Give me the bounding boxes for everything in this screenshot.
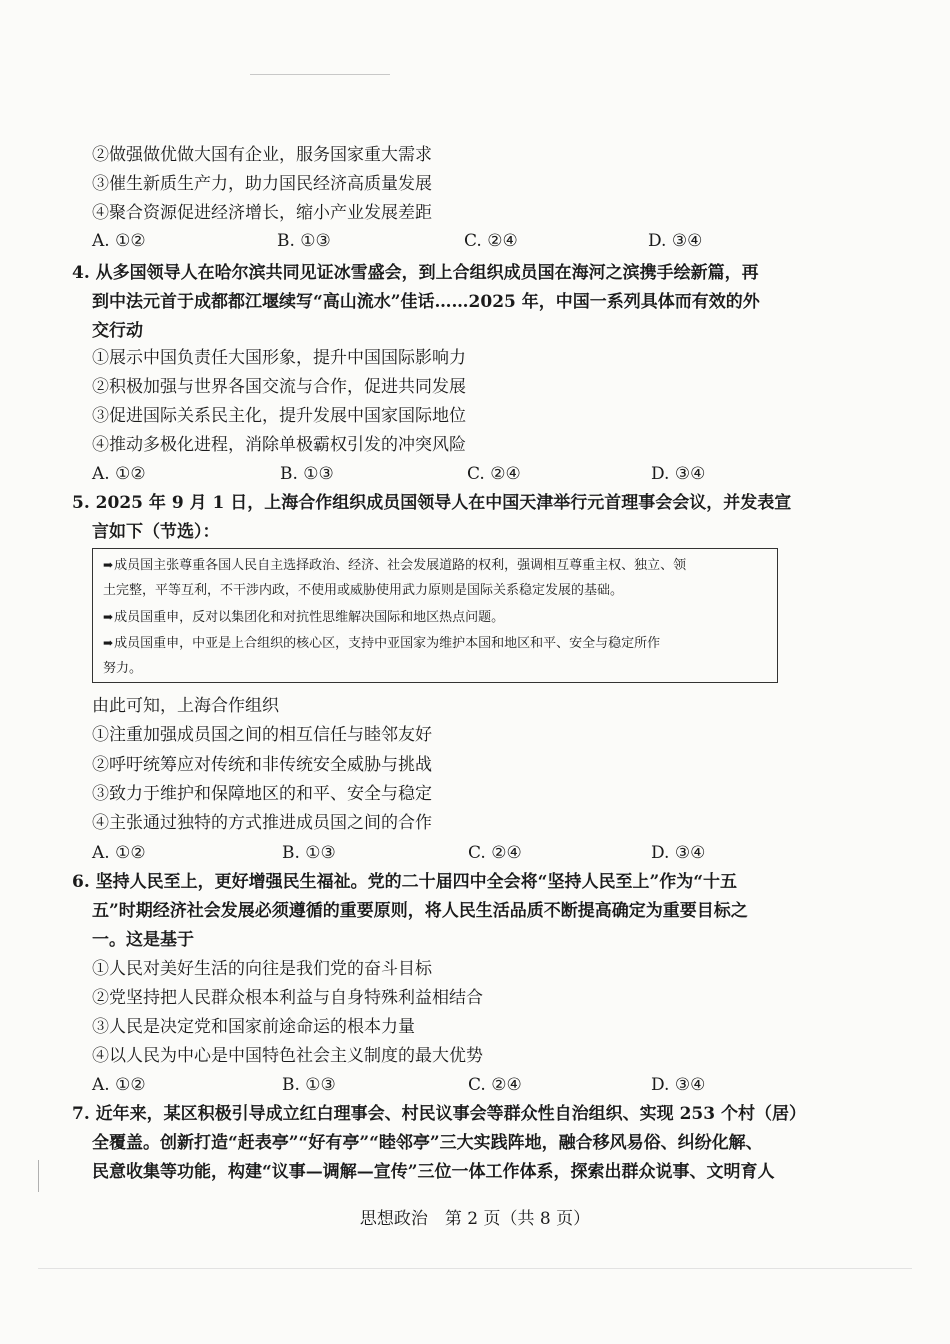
q4-option-4: ④推动多极化进程，消除单极霸权引发的冲突风险: [92, 435, 466, 455]
q5-choice-a: A. ①②: [92, 843, 146, 863]
q5-choice-b: B. ①③: [282, 843, 336, 863]
page-footer: 思想政治 第 2 页（共 8 页）: [359, 1209, 591, 1229]
q4-option-3: ③促进国际关系民主化，提升发展中国家国际地位: [92, 406, 466, 426]
q5-choice-d: D. ③④: [651, 843, 706, 863]
q4-choice-c: C. ②④: [467, 464, 521, 484]
arrow-right-icon: ➡: [103, 610, 114, 624]
q4-option-1: ①展示中国负责任大国形象，提升中国国际影响力: [92, 348, 466, 368]
prev-choice-d: D. ③④: [648, 231, 703, 251]
q4-choice-b: B. ①③: [280, 464, 334, 484]
top-rule: [250, 74, 390, 75]
box-line-4: ➡成员国重申，中亚是上合组织的核心区，支持中亚国家为维护本国和地区和平、安全与稳定所作: [103, 636, 661, 651]
q7-stem-line-3: 民意收集等功能，构建“议事—调解—宣传”三位一体工作体系，探索出群众说事、文明育人: [92, 1162, 775, 1182]
q6-option-3: ③人民是决定党和国家前途命运的根本力量: [92, 1017, 415, 1037]
q5-stem-line-1: 5. 2025 年 9 月 1 日，上海合作组织成员国领导人在中国天津举行元首理事会会议，并发表宣: [72, 493, 792, 513]
prev-option-3: ③催生新质生产力，助力国民经济高质量发展: [92, 174, 432, 194]
q5-option-3: ③致力于维护和保障地区的和平、安全与稳定: [92, 784, 432, 804]
q6-stem-line-2: 五”时期经济社会发展必须遵循的重要原则，将人民生活品质不断提高确定为重要目标之: [92, 901, 748, 921]
q5-option-1: ①注重加强成员国之间的相互信任与睦邻友好: [92, 725, 432, 745]
q5-option-4: ④主张通过独特的方式推进成员国之间的合作: [92, 813, 432, 833]
q6-option-2: ②党坚持把人民群众根本利益与自身特殊利益相结合: [92, 988, 483, 1008]
q4-stem-line-3: 交行动: [92, 321, 143, 341]
prev-choice-c: C. ②④: [464, 231, 518, 251]
box-line-2: 土完整，平等互利，不干涉内政，不使用或威胁使用武力原则是国际关系稳定发展的基础。: [103, 583, 624, 598]
bottom-rule: [38, 1268, 912, 1269]
q4-stem-line-1: 4. 从多国领导人在哈尔滨共同见证冰雪盛会，到上合组织成员国在海河之滨携手绘新篇，再: [72, 263, 759, 283]
q6-stem-line-1: 6. 坚持人民至上，更好增强民生福祉。党的二十届四中全会将“坚持人民至上”作为“十五: [72, 872, 737, 892]
declaration-excerpt-box: [92, 548, 778, 683]
q4-choice-d: D. ③④: [651, 464, 706, 484]
box-line-3: ➡成员国重申，反对以集团化和对抗性思维解决国际和地区热点问题。: [103, 610, 505, 625]
q5-stem-line-2: 言如下（节选）：: [92, 522, 220, 542]
q6-choice-c: C. ②④: [468, 1075, 522, 1095]
box-line-5: 努力。: [103, 661, 143, 676]
q6-stem-line-3: 一。这是基于: [92, 930, 194, 950]
box-line-1: ➡成员国主张尊重各国人民自主选择政治、经济、社会发展道路的权利，强调相互尊重主权、独立、领: [103, 558, 687, 573]
q6-choice-d: D. ③④: [651, 1075, 706, 1095]
margin-mark: [38, 1160, 39, 1192]
q6-choice-a: A. ①②: [92, 1075, 146, 1095]
arrow-right-icon: ➡: [103, 636, 114, 650]
q7-stem-line-2: 全覆盖。创新打造“赶表亭”“好有亭”“睦邻亭”三大实践阵地，融合移风易俗、纠纷化解、: [92, 1133, 763, 1153]
arrow-right-icon: ➡: [103, 558, 114, 572]
q4-option-2: ②积极加强与世界各国交流与合作，促进共同发展: [92, 377, 466, 397]
q4-choice-a: A. ①②: [92, 464, 146, 484]
q4-stem-line-2: 到中法元首于成都都江堰续写“高山流水”佳话……2025 年，中国一系列具体而有效的外: [92, 292, 760, 312]
q6-option-1: ①人民对美好生活的向往是我们党的奋斗目标: [92, 959, 432, 979]
prev-choice-a: A. ①②: [92, 231, 146, 251]
q5-lead: 由此可知，上海合作组织: [92, 696, 279, 716]
q5-choice-c: C. ②④: [468, 843, 522, 863]
prev-option-4: ④聚合资源促进经济增长，缩小产业发展差距: [92, 203, 432, 223]
q6-choice-b: B. ①③: [282, 1075, 336, 1095]
q5-option-2: ②呼吁统筹应对传统和非传统安全威胁与挑战: [92, 755, 432, 775]
q6-option-4: ④以人民为中心是中国特色社会主义制度的最大优势: [92, 1046, 483, 1066]
q7-stem-line-1: 7. 近年来，某区积极引导成立红白理事会、村民议事会等群众性自治组织、实现 253 个村（居）: [72, 1104, 806, 1124]
prev-choice-b: B. ①③: [277, 231, 331, 251]
prev-option-2: ②做强做优做大国有企业，服务国家重大需求: [92, 145, 432, 165]
